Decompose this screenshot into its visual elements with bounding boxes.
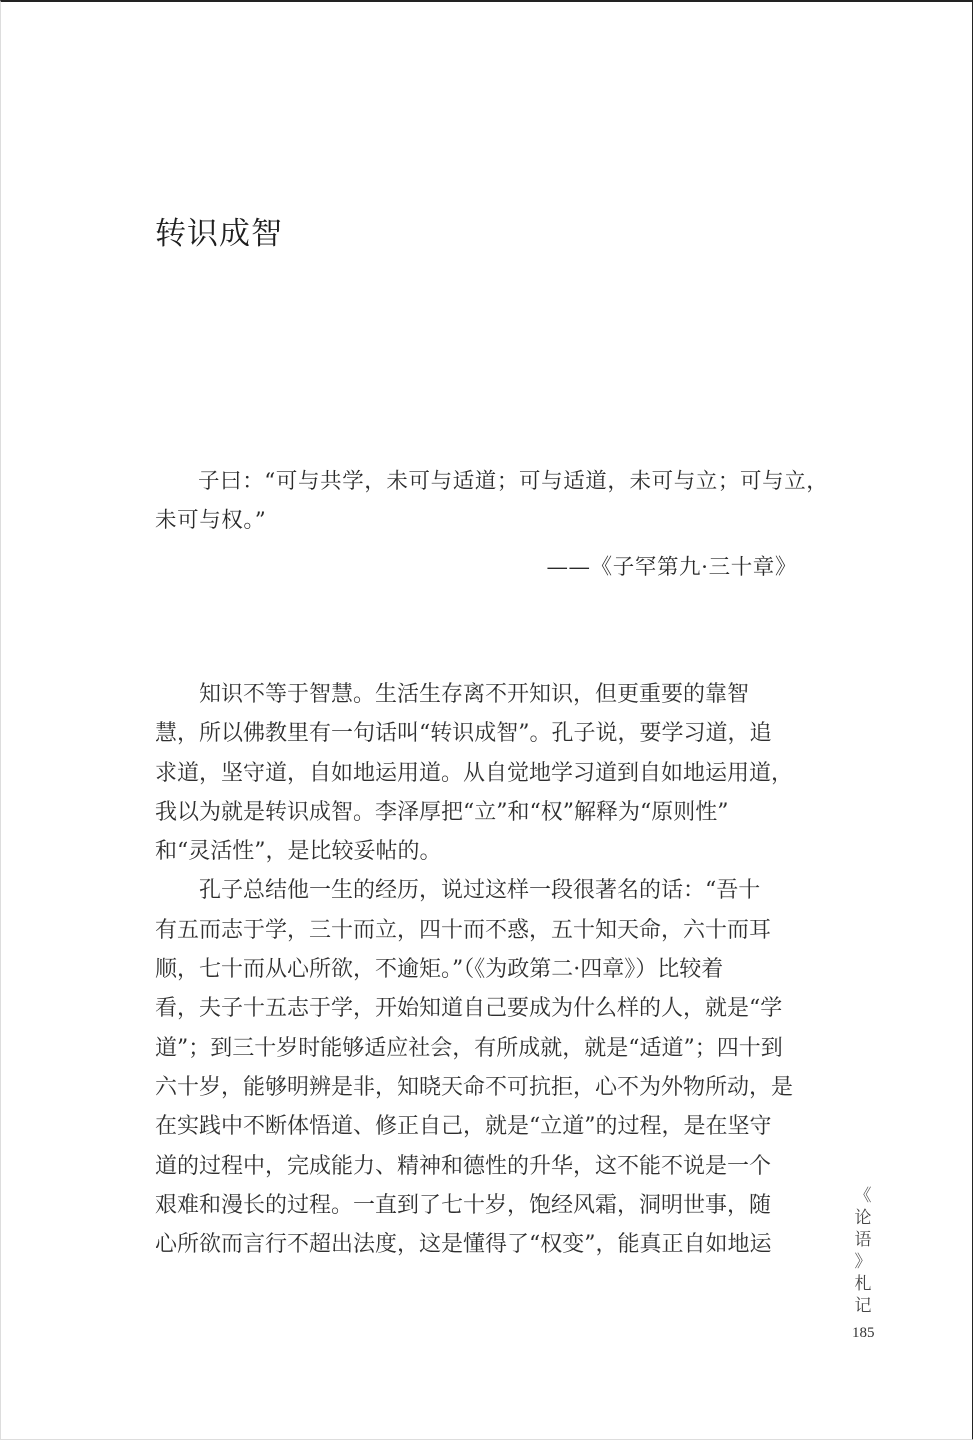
paragraph-line: 有五而志于学，三十而立，四十而不惑，五十知天命，六十而耳 bbox=[155, 917, 772, 943]
body-text bbox=[155, 675, 795, 1264]
paragraph-line: 道”；到三十岁时能够适应社会，有所成就，就是“适道”；四十到 bbox=[155, 1035, 783, 1061]
quote-source: ——《子罕第九·三十章》 bbox=[546, 555, 797, 580]
running-header-vertical bbox=[851, 1185, 875, 1317]
paragraph-line: 和“灵活性”，是比较妥帖的。 bbox=[155, 839, 442, 865]
paragraph-line: 在实践中不断体悟道、修正自己，就是“立道”的过程，是在坚守 bbox=[155, 1114, 772, 1140]
page-number: 185 bbox=[852, 1325, 875, 1341]
side-tab-char: 《 bbox=[854, 1186, 872, 1206]
paragraph-line: 顺，七十而从心所欲，不逾矩。”（《为政第二·四章》）比较着 bbox=[155, 957, 724, 983]
side-tab-char: 札 bbox=[854, 1274, 872, 1294]
paragraph-line: 知识不等于智慧。生活生存离不开知识，但更重要的靠智 bbox=[199, 682, 750, 707]
paragraph-line: 我以为就是转识成智。李泽厚把“立”和“权”解释为“原则性” bbox=[155, 799, 729, 825]
quote-line: 子曰：“可与共学，未可与适道；可与适道，未可与立；可与立， bbox=[198, 469, 829, 494]
paragraph-line: 心所欲而言行不超出法度，这是懂得了“权变”，能真正自如地运 bbox=[155, 1232, 772, 1258]
side-tab-char: 语 bbox=[854, 1230, 872, 1250]
paragraph-line: 六十岁，能够明辨是非，知晓天命不可抗拒，心不为外物所动，是 bbox=[155, 1074, 794, 1100]
quote-line: 未可与权。” bbox=[155, 508, 267, 533]
side-tab-char: 记 bbox=[854, 1296, 872, 1316]
paragraph-line: 孔子总结他一生的经历，说过这样一段很著名的话：“吾十 bbox=[199, 878, 761, 904]
paragraph-line: 道的过程中，完成能力、精神和德性的升华，这不能不说是一个 bbox=[155, 1153, 772, 1179]
paragraph-line: 慧，所以佛教里有一句话叫“转识成智”。孔子说，要学习道，追 bbox=[155, 721, 772, 747]
quote-block bbox=[155, 462, 829, 540]
side-tab-char: 论 bbox=[854, 1208, 872, 1228]
paragraph-line: 艰难和漫长的过程。一直到了七十岁，饱经风霜，洞明世事，随 bbox=[155, 1192, 772, 1218]
side-tab-char: 》 bbox=[854, 1252, 872, 1272]
paragraph-line: 看，夫子十五志于学，开始知道自己要成为什么样的人，就是“学 bbox=[155, 996, 783, 1022]
chapter-title: 转识成智 bbox=[155, 216, 283, 252]
paragraph-line: 求道，坚守道，自如地运用道。从自觉地学习道到自如地运用道， bbox=[155, 760, 794, 786]
